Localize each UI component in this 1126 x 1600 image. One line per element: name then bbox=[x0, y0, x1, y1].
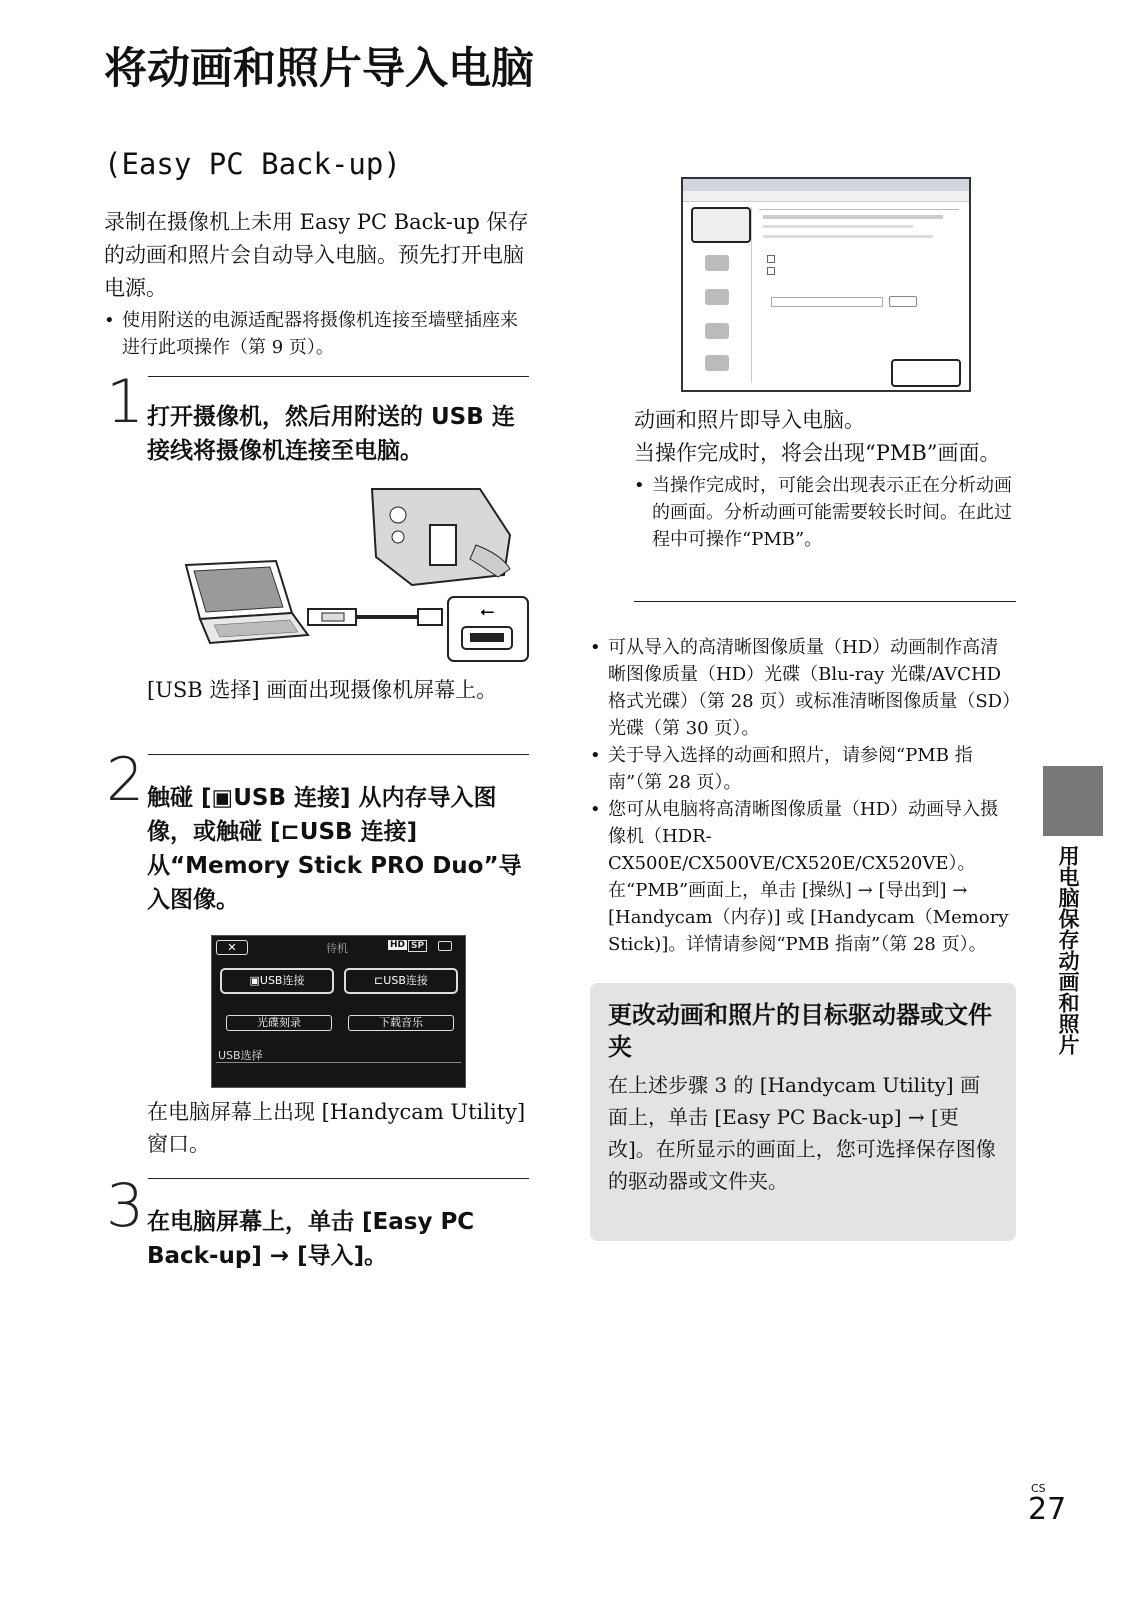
window-menubar bbox=[683, 191, 969, 202]
import-result-block bbox=[634, 404, 1018, 553]
pictures-checkbox[interactable] bbox=[767, 267, 775, 275]
intro-text: 录制在摄像机上未用 Easy PC Back-up 保存的动画和照片会自动导入电脑。预先打开电脑电源。 bbox=[104, 210, 529, 300]
step1-number: 1 bbox=[106, 367, 145, 437]
usb-connect-memory-stick-button[interactable]: ⊏USB连接 bbox=[344, 968, 458, 994]
change-button[interactable] bbox=[889, 296, 917, 307]
box-title: 更改动画和照片的目标驱动器或文件夹 bbox=[608, 1001, 992, 1061]
import-button[interactable] bbox=[891, 359, 961, 387]
delete-media-icon[interactable] bbox=[705, 355, 729, 371]
window-sidebar bbox=[689, 207, 752, 383]
intro-block bbox=[104, 206, 534, 361]
tip-item: • 您可从电脑将高清晰图像质量（HD）动画导入摄像机（HDR-CX500E/CX500VE/CX520E/CX520VE）。在“PMB”画面上，单击 [操纵] → [导出到] → [Handycam（内存)] 或 [Handycam（Memory Stick)]。详情请参阅“PMB 指南”（第 28 页）。 bbox=[590, 796, 1016, 958]
location-field[interactable] bbox=[771, 297, 883, 307]
battery-icon bbox=[438, 941, 452, 951]
usb-port-callout-icon bbox=[448, 597, 528, 661]
svg-text:⭠: ⭠ bbox=[480, 601, 495, 622]
page-title: 将动画和照片导入电脑 bbox=[104, 44, 534, 94]
step3-number: 3 bbox=[106, 1171, 145, 1241]
close-button[interactable]: ✕ bbox=[216, 940, 248, 955]
camcorder-icon bbox=[372, 489, 510, 585]
tip-item: • 关于导入选择的动画和照片，请参阅“PMB 指南”（第 28 页）。 bbox=[590, 742, 1016, 796]
tip-item: • 可从导入的高清晰图像质量（HD）动画制作高清晰图像质量（HD）光碟（Blu-ray 光碟/AVCHD 格式光碟）（第 28 页）或标准清晰图像质量（SD）光碟（第 30 页）。 bbox=[590, 634, 1016, 742]
sp-badge: SP bbox=[408, 940, 427, 952]
usb-connection-illustration bbox=[180, 485, 532, 665]
hd-badge: HD bbox=[390, 940, 406, 950]
step2-number: 2 bbox=[106, 745, 145, 815]
camera-usb-select-screen bbox=[211, 935, 466, 1088]
status-label: 待机 bbox=[326, 942, 348, 955]
analysis-note: • 当操作完成时，可能会出现表示正在分析动画的画面。分析动画可能需要较长时间。在此过程中可操作“PMB”。 bbox=[634, 472, 1018, 553]
right-rule bbox=[634, 601, 1016, 602]
step1-text: 打开摄像机，然后用附送的 USB 连接线将摄像机连接至电脑。 bbox=[147, 404, 515, 464]
page-number: 27 bbox=[1028, 1492, 1067, 1527]
music-disc-icon[interactable] bbox=[705, 323, 729, 339]
laptop-icon bbox=[186, 561, 308, 643]
one-touch-disc-icon[interactable] bbox=[705, 289, 729, 305]
section-side-label: 用电脑保存动画和照片 bbox=[1056, 845, 1080, 1055]
usb-connect-internal-button[interactable]: ▣USB连接 bbox=[220, 968, 334, 994]
section-tab-marker bbox=[1043, 766, 1103, 836]
disc-burn-button[interactable]: 光碟刻录 bbox=[226, 1015, 332, 1031]
step3-text: 在电脑屏幕上，单击 [Easy PC Back-up] → [导入]。 bbox=[147, 1209, 475, 1269]
content-divider bbox=[759, 209, 959, 210]
window-titlebar bbox=[683, 179, 969, 191]
handycam-utility-screenshot bbox=[681, 177, 971, 392]
step1-result: [USB 选择] 画面出现摄像机屏幕上。 bbox=[147, 678, 498, 702]
step2-result: 在电脑屏幕上出现 [Handycam Utility] 窗口。 bbox=[147, 1100, 526, 1156]
step3-rule bbox=[148, 1178, 529, 1179]
music-download-button[interactable]: 下载音乐 bbox=[348, 1015, 454, 1031]
change-destination-box bbox=[590, 983, 1016, 1241]
pmb-appears-text: 当操作完成时，将会出现“PMB”画面。 bbox=[634, 441, 1001, 465]
page-subtitle: (Easy PC Back-up) bbox=[104, 147, 401, 181]
screen-footer-label: USB选择 bbox=[218, 1049, 263, 1062]
step2-rule bbox=[148, 754, 529, 755]
content-line bbox=[763, 215, 943, 219]
page-lang-code: CS bbox=[1031, 1482, 1046, 1495]
usb-cable-icon bbox=[308, 609, 442, 625]
intro-note: • 使用附送的电源适配器将摄像机连接至墙壁插座来进行此项操作（第 9 页）。 bbox=[104, 307, 534, 361]
content-line bbox=[763, 235, 933, 238]
box-text: 在上述步骤 3 的 [Handycam Utility] 画面上，单击 [Easy PC Back-up] → [更改]。在所显示的画面上，您可选择保存图像的驱动器或文件夹。 bbox=[608, 1073, 996, 1193]
easy-pc-backup-item[interactable] bbox=[691, 207, 751, 243]
footer-divider bbox=[216, 1062, 461, 1063]
step1-rule bbox=[148, 376, 529, 377]
movies-checkbox[interactable] bbox=[767, 255, 775, 263]
tips-list bbox=[590, 634, 1016, 958]
media-import-icon[interactable] bbox=[705, 255, 729, 271]
content-line bbox=[763, 225, 913, 228]
step2-text: 触碰 [▣USB 连接] 从内存导入图像，或触碰 [⊏USB 连接] 从“Memory Stick PRO Duo”导入图像。 bbox=[147, 785, 522, 913]
import-done-text: 动画和照片即导入电脑。 bbox=[634, 408, 865, 432]
